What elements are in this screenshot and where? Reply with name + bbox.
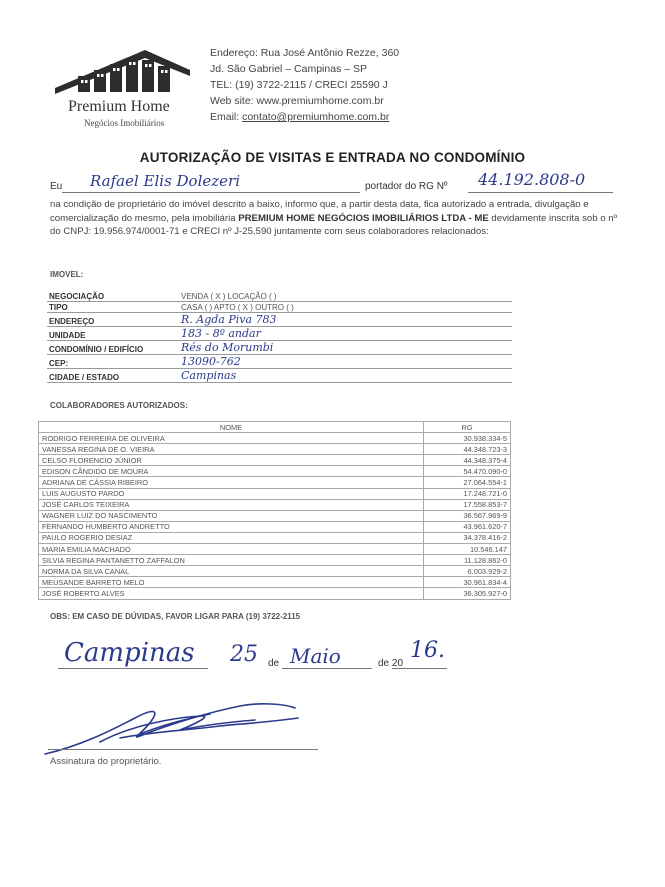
address-line1: Endereço: Rua José Antônio Rezze, 360 xyxy=(210,47,400,59)
collaborator-name: PAULO ROGERIO DESIAZ xyxy=(39,532,424,543)
obs-note: OBS: EM CASO DE DÚVIDAS, FAVOR LIGAR PARA (19) 3722-2115 xyxy=(50,612,301,621)
property-label: TIPO xyxy=(47,302,179,313)
address-line2: Jd. São Gabriel – Campinas – SP xyxy=(210,63,367,75)
collaborator-rg: 10.546.147 xyxy=(424,544,511,555)
year-handwritten: 16. xyxy=(410,638,445,663)
month-line xyxy=(282,668,372,669)
table-row xyxy=(39,555,511,566)
collaborators-header-row xyxy=(39,422,511,433)
property-section-label: IMOVEL: xyxy=(50,270,84,279)
collaborator-rg: 36.305.927-0 xyxy=(424,588,511,599)
collaborator-rg: 11.128.862-0 xyxy=(424,555,511,566)
collaborator-name: ADRIANA DE CÁSSIA RIBEIRO xyxy=(39,477,424,488)
email-link[interactable]: contato@premiumhome.com.br xyxy=(242,111,390,123)
property-label: ENDEREÇO xyxy=(47,313,179,327)
document-title: AUTORIZAÇÃO DE VISITAS E ENTRADA NO CONDOMÍNIO xyxy=(139,150,526,165)
collaborator-name: NORMA DA SILVA CANAL xyxy=(39,566,424,577)
owner-signature xyxy=(40,696,310,761)
property-label: CIDADE / ESTADO xyxy=(47,369,179,383)
collaborator-name: MARIA EMILIA MACHADO xyxy=(39,544,424,555)
table-row xyxy=(39,510,511,521)
collaborator-rg: 30.961.834-4 xyxy=(424,577,511,588)
collaborator-rg: 44.348.723-3 xyxy=(424,444,511,455)
contact-block xyxy=(210,45,399,125)
owner-rg-handwritten: 44.192.808-0 xyxy=(478,170,586,189)
property-row xyxy=(47,327,512,341)
rg-label: portador do RG Nº xyxy=(365,181,448,192)
property-row xyxy=(47,313,512,327)
city-line xyxy=(58,668,208,669)
property-value-handwritten: 13090-762 xyxy=(181,355,241,368)
property-value-handwritten: Rés do Morumbi xyxy=(181,341,274,354)
body-part1: na condição de proprietário do imóvel descrito a baixo, informo que, a partir desta data, fica autorizado a entrada, divulgação e comercialização do mesmo, pela imobiliária xyxy=(50,199,589,224)
collaborator-rg: 54.470.090-0 xyxy=(424,466,511,477)
property-label: NEGOCIAÇÃO xyxy=(47,291,179,302)
collaborator-rg: 17.558.853-7 xyxy=(424,499,511,510)
body-part2: devidamente inscrita sob o nº do CNPJ: 19.956.974/0001-71 e CRECI nº J-25.590 juntamente com seus colaboradores relacionados: xyxy=(50,212,618,237)
collaborator-rg: 36.567.969-9 xyxy=(424,510,511,521)
year-line xyxy=(392,668,447,669)
table-row xyxy=(39,521,511,532)
table-row xyxy=(39,588,511,599)
month-handwritten: Maio xyxy=(290,644,341,668)
collaborator-rg: 44.348.375-4 xyxy=(424,455,511,466)
table-row xyxy=(39,532,511,543)
property-label: CONDOMÍNIO / EDIFÍCIO xyxy=(47,341,179,355)
website-line[interactable]: Web site: www.premiumhome.com.br xyxy=(210,95,384,107)
table-row xyxy=(39,577,511,588)
table-row xyxy=(39,566,511,577)
collaborator-rg: 6.003.929-2 xyxy=(424,566,511,577)
property-row xyxy=(47,355,512,369)
table-row xyxy=(39,488,511,499)
phone-line: TEL: (19) 3722-2115 / CRECI 25590 J xyxy=(210,79,388,91)
collaborator-name: VANESSA REGINA DE O. VIEIRA xyxy=(39,444,424,455)
day-handwritten: 25 xyxy=(230,642,258,667)
collaborator-name: JOSÉ ROBERTO ALVES xyxy=(39,588,424,599)
collaborator-rg: 27.064.554-1 xyxy=(424,477,511,488)
collaborator-name: MEUSANDE BARRETO MELO xyxy=(39,577,424,588)
collaborator-rg: 17.248.721-0 xyxy=(424,488,511,499)
collaborators-section-label: COLABORADORES AUTORIZADOS: xyxy=(50,401,188,410)
eu-label: Eu xyxy=(50,181,63,192)
property-value-handwritten: Campinas xyxy=(181,369,237,382)
property-row xyxy=(47,341,512,355)
table-row xyxy=(39,499,511,510)
property-value: VENDA ( X ) LOCAÇÃO ( ) xyxy=(179,291,512,302)
email-line xyxy=(210,109,399,125)
table-row xyxy=(39,444,511,455)
collaborator-name: EDISON CÂNDIDO DE MOURA xyxy=(39,466,424,477)
table-row xyxy=(39,455,511,466)
col-header-name: NOME xyxy=(39,422,424,433)
collaborator-name: SILVIA REGINA PANTANETTO ZAFFALON xyxy=(39,555,424,566)
table-row xyxy=(39,433,511,444)
collaborator-name: JOSÉ CARLOS TEIXEIRA xyxy=(39,499,424,510)
collaborator-name: RODRIGO FERREIRA DE OLIVEIRA xyxy=(39,433,424,444)
brand-name: Premium Home xyxy=(68,98,170,115)
property-label: UNIDADE xyxy=(47,327,179,341)
property-table xyxy=(47,291,512,383)
collaborator-name: LUIS AUGUSTO PARDO xyxy=(39,488,424,499)
signature-line xyxy=(48,749,318,750)
owner-name-handwritten: Rafael Elis Dolezeri xyxy=(90,172,241,190)
signature-label: Assinatura do proprietário. xyxy=(50,756,162,767)
authorization-text xyxy=(50,198,620,239)
collaborators-table xyxy=(38,421,511,600)
date-de-year-label: de 20 xyxy=(378,658,404,669)
col-header-rg: RG xyxy=(424,422,511,433)
collaborator-rg: 30.938.334-5 xyxy=(424,433,511,444)
table-row xyxy=(39,477,511,488)
collaborator-name: CELSO FLORENCIO JÚNIOR xyxy=(39,455,424,466)
collaborator-rg: 43.961.620-7 xyxy=(424,521,511,532)
body-company: PREMIUM HOME NEGÓCIOS IMOBILIÁRIOS LTDA - ME xyxy=(238,212,489,224)
date-de-label: de xyxy=(268,658,280,669)
property-value: CASA ( ) APTO ( X ) OUTRO ( ) xyxy=(179,302,512,313)
email-label: Email: xyxy=(210,111,243,123)
city-handwritten: Campinas xyxy=(64,638,195,668)
property-value-handwritten: 183 - 8º andar xyxy=(181,327,261,340)
property-value-handwritten: R. Agda Piva 783 xyxy=(181,313,277,326)
property-row xyxy=(47,369,512,383)
property-label: CEP: xyxy=(47,355,179,369)
property-row xyxy=(47,302,512,313)
table-row xyxy=(39,544,511,555)
brand-subtitle: Negócios Imobiliários xyxy=(84,118,165,128)
collaborator-rg: 34.378.416-2 xyxy=(424,532,511,543)
property-row xyxy=(47,291,512,302)
table-row xyxy=(39,466,511,477)
collaborator-name: WAGNER LUIZ DO NASCIMENTO xyxy=(39,510,424,521)
collaborator-name: FERNANDO HUMBERTO ANDRETTO xyxy=(39,521,424,532)
